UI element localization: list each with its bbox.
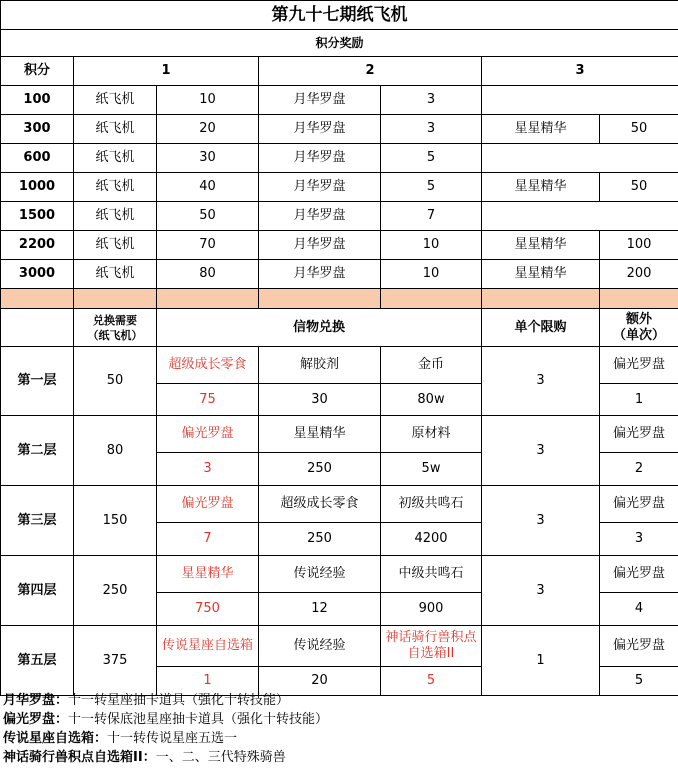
exchange-qty-c: 5	[381, 667, 482, 696]
item-cell: 纸飞机	[74, 202, 157, 231]
qty-cell: 10	[381, 260, 482, 289]
empty-cell	[482, 144, 678, 173]
item-cell: 星星精华	[482, 260, 600, 289]
footnote-text: 一、二、三代特殊骑兽	[155, 750, 286, 765]
exchange-row-top	[1, 347, 678, 384]
qty-cell: 30	[157, 144, 259, 173]
footnote-text: 十一转传说星座五选一	[107, 731, 238, 746]
separator-cell	[482, 289, 600, 309]
extra-item: 偏光罗盘	[600, 347, 678, 384]
header-cost	[74, 309, 157, 347]
item-cell: 纸飞机	[74, 115, 157, 144]
exchange-row-top	[1, 416, 678, 453]
qty-cell: 10	[157, 86, 259, 115]
qty-cell: 40	[157, 173, 259, 202]
qty-cell: 50	[600, 115, 678, 144]
tier-cell: 第四层	[1, 556, 74, 626]
exchange-item-a: 偏光罗盘	[157, 416, 259, 453]
item-cell: 纸飞机	[74, 86, 157, 115]
footnote	[0, 729, 678, 748]
exchange-item-c: 神话骑行兽积点自选箱II	[381, 626, 482, 667]
page-title: 第九十七期纸飞机	[1, 1, 678, 30]
qty-cell: 3	[381, 115, 482, 144]
exchange-qty-b: 12	[259, 593, 381, 626]
exchange-item-b: 星星精华	[259, 416, 381, 453]
extra-item: 偏光罗盘	[600, 486, 678, 523]
separator-cell	[600, 289, 678, 309]
score-cell: 100	[1, 86, 74, 115]
item-cell: 月华罗盘	[259, 115, 381, 144]
score-cell: 2200	[1, 231, 74, 260]
exchange-qty-a: 3	[157, 453, 259, 486]
score-cell: 1000	[1, 173, 74, 202]
empty-cell	[482, 86, 678, 115]
extra-item: 偏光罗盘	[600, 626, 678, 667]
item-cell: 纸飞机	[74, 144, 157, 173]
header-tier-3: 3	[482, 57, 678, 86]
qty-cell: 80	[157, 260, 259, 289]
exchange-item-b: 超级成长零食	[259, 486, 381, 523]
header-tier-2: 2	[259, 57, 482, 86]
footnote	[0, 710, 678, 729]
item-cell: 月华罗盘	[259, 202, 381, 231]
footnote-term: 传说星座自选箱	[3, 731, 95, 746]
header-extra-line1: 额外	[626, 311, 653, 327]
exchange-item-c: 原材料	[381, 416, 482, 453]
cost-cell: 150	[74, 486, 157, 556]
section-title-score-rewards: 积分奖励	[1, 30, 678, 57]
item-cell: 月华罗盘	[259, 86, 381, 115]
subtitle-row	[1, 30, 678, 57]
exchange-qty-a: 1	[157, 667, 259, 696]
score-cell: 600	[1, 144, 74, 173]
empty-cell	[482, 202, 678, 231]
exchange-item-c: 初级共鸣石	[381, 486, 482, 523]
exchange-qty-a: 750	[157, 593, 259, 626]
exchange-item-b: 传说经验	[259, 626, 381, 667]
qty-cell: 200	[600, 260, 678, 289]
qty-cell: 70	[157, 231, 259, 260]
exchange-qty-c: 80w	[381, 384, 482, 416]
footnote-term: 偏光罗盘	[3, 712, 56, 727]
header-score: 积分	[1, 57, 74, 86]
tier-cell: 第二层	[1, 416, 74, 486]
qty-cell: 5	[381, 173, 482, 202]
reward-row	[1, 115, 678, 144]
exchange-row-top	[1, 556, 678, 593]
score-cell: 3000	[1, 260, 74, 289]
header-extra	[600, 309, 678, 347]
qty-cell: 5	[381, 144, 482, 173]
cost-cell: 80	[74, 416, 157, 486]
limit-cell: 1	[482, 626, 600, 696]
item-cell: 月华罗盘	[259, 260, 381, 289]
separator-row	[1, 289, 678, 309]
score-cell: 300	[1, 115, 74, 144]
item-cell: 星星精华	[482, 231, 600, 260]
reward-row	[1, 231, 678, 260]
limit-cell: 3	[482, 556, 600, 626]
header-cost-line1: 兑换需要	[93, 313, 137, 327]
exchange-qty-b: 250	[259, 523, 381, 556]
item-cell: 纸飞机	[74, 231, 157, 260]
extra-qty: 3	[600, 523, 678, 556]
exchange-row-top	[1, 486, 678, 523]
extra-qty: 1	[600, 384, 678, 416]
footnote-colon: ：	[142, 750, 156, 765]
reward-row	[1, 173, 678, 202]
item-cell: 纸飞机	[74, 260, 157, 289]
header-items: 信物兑换	[157, 309, 482, 347]
exchange-item-a: 超级成长零食	[157, 347, 259, 384]
header-cost-line2: （纸飞机）	[87, 328, 143, 342]
cost-cell: 250	[74, 556, 157, 626]
qty-cell: 20	[157, 115, 259, 144]
reward-row	[1, 86, 678, 115]
footnote-term: 月华罗盘	[3, 693, 56, 708]
extra-item: 偏光罗盘	[600, 416, 678, 453]
footnote-colon: ：	[55, 693, 69, 708]
qty-cell: 10	[381, 231, 482, 260]
reward-row	[1, 260, 678, 289]
reward-header-row	[1, 57, 678, 86]
item-cell: 月华罗盘	[259, 231, 381, 260]
qty-cell: 3	[381, 86, 482, 115]
footnote-colon: ：	[94, 731, 108, 746]
item-cell: 月华罗盘	[259, 144, 381, 173]
footnote-text: 十一转星座抽卡道具（强化十转技能）	[68, 693, 290, 708]
qty-cell: 100	[600, 231, 678, 260]
exchange-item-c: 金币	[381, 347, 482, 384]
extra-item: 偏光罗盘	[600, 556, 678, 593]
reward-row	[1, 202, 678, 231]
exchange-item-c: 中级共鸣石	[381, 556, 482, 593]
exchange-qty-c: 4200	[381, 523, 482, 556]
footnote-text: 十一转保底池星座抽卡道具（强化十转技能）	[68, 712, 329, 727]
separator-cell	[259, 289, 381, 309]
item-cell: 星星精华	[482, 173, 600, 202]
exchange-header-row	[1, 309, 678, 347]
separator-cell	[157, 289, 259, 309]
exchange-item-b: 解胶剂	[259, 347, 381, 384]
qty-cell: 7	[381, 202, 482, 231]
item-cell: 星星精华	[482, 115, 600, 144]
limit-cell: 3	[482, 347, 600, 416]
exchange-qty-b: 20	[259, 667, 381, 696]
reward-row	[1, 144, 678, 173]
exchange-qty-a: 75	[157, 384, 259, 416]
footnote-colon: ：	[55, 712, 69, 727]
tier-cell: 第五层	[1, 626, 74, 696]
header-limit: 单个限购	[482, 309, 600, 347]
item-cell: 纸飞机	[74, 173, 157, 202]
tier-cell: 第一层	[1, 347, 74, 416]
exchange-qty-c: 900	[381, 593, 482, 626]
exchange-qty-b: 30	[259, 384, 381, 416]
limit-cell: 3	[482, 416, 600, 486]
exchange-item-a: 传说星座自选箱	[157, 626, 259, 667]
footnote	[0, 748, 678, 767]
extra-qty: 2	[600, 453, 678, 486]
exchange-qty-c: 5w	[381, 453, 482, 486]
cost-cell: 50	[74, 347, 157, 416]
header-empty	[1, 309, 74, 347]
separator-cell	[381, 289, 482, 309]
footnotes	[0, 691, 678, 767]
exchange-item-b: 传说经验	[259, 556, 381, 593]
exchange-row-top	[1, 626, 678, 667]
score-cell: 1500	[1, 202, 74, 231]
title-row	[1, 1, 678, 30]
extra-qty: 4	[600, 593, 678, 626]
separator-cell	[74, 289, 157, 309]
header-tier-1: 1	[74, 57, 259, 86]
extra-qty: 5	[600, 667, 678, 696]
exchange-qty-a: 7	[157, 523, 259, 556]
exchange-item-a: 偏光罗盘	[157, 486, 259, 523]
cost-cell: 375	[74, 626, 157, 696]
footnote-term: 神话骑行兽积点自选箱II	[3, 750, 143, 765]
header-extra-line2: （单次）	[613, 327, 666, 343]
limit-cell: 3	[482, 486, 600, 556]
item-cell: 月华罗盘	[259, 173, 381, 202]
qty-cell: 50	[157, 202, 259, 231]
exchange-qty-b: 250	[259, 453, 381, 486]
exchange-item-a: 星星精华	[157, 556, 259, 593]
separator-cell	[1, 289, 74, 309]
qty-cell: 50	[600, 173, 678, 202]
footnote	[0, 691, 678, 710]
tier-cell: 第三层	[1, 486, 74, 556]
